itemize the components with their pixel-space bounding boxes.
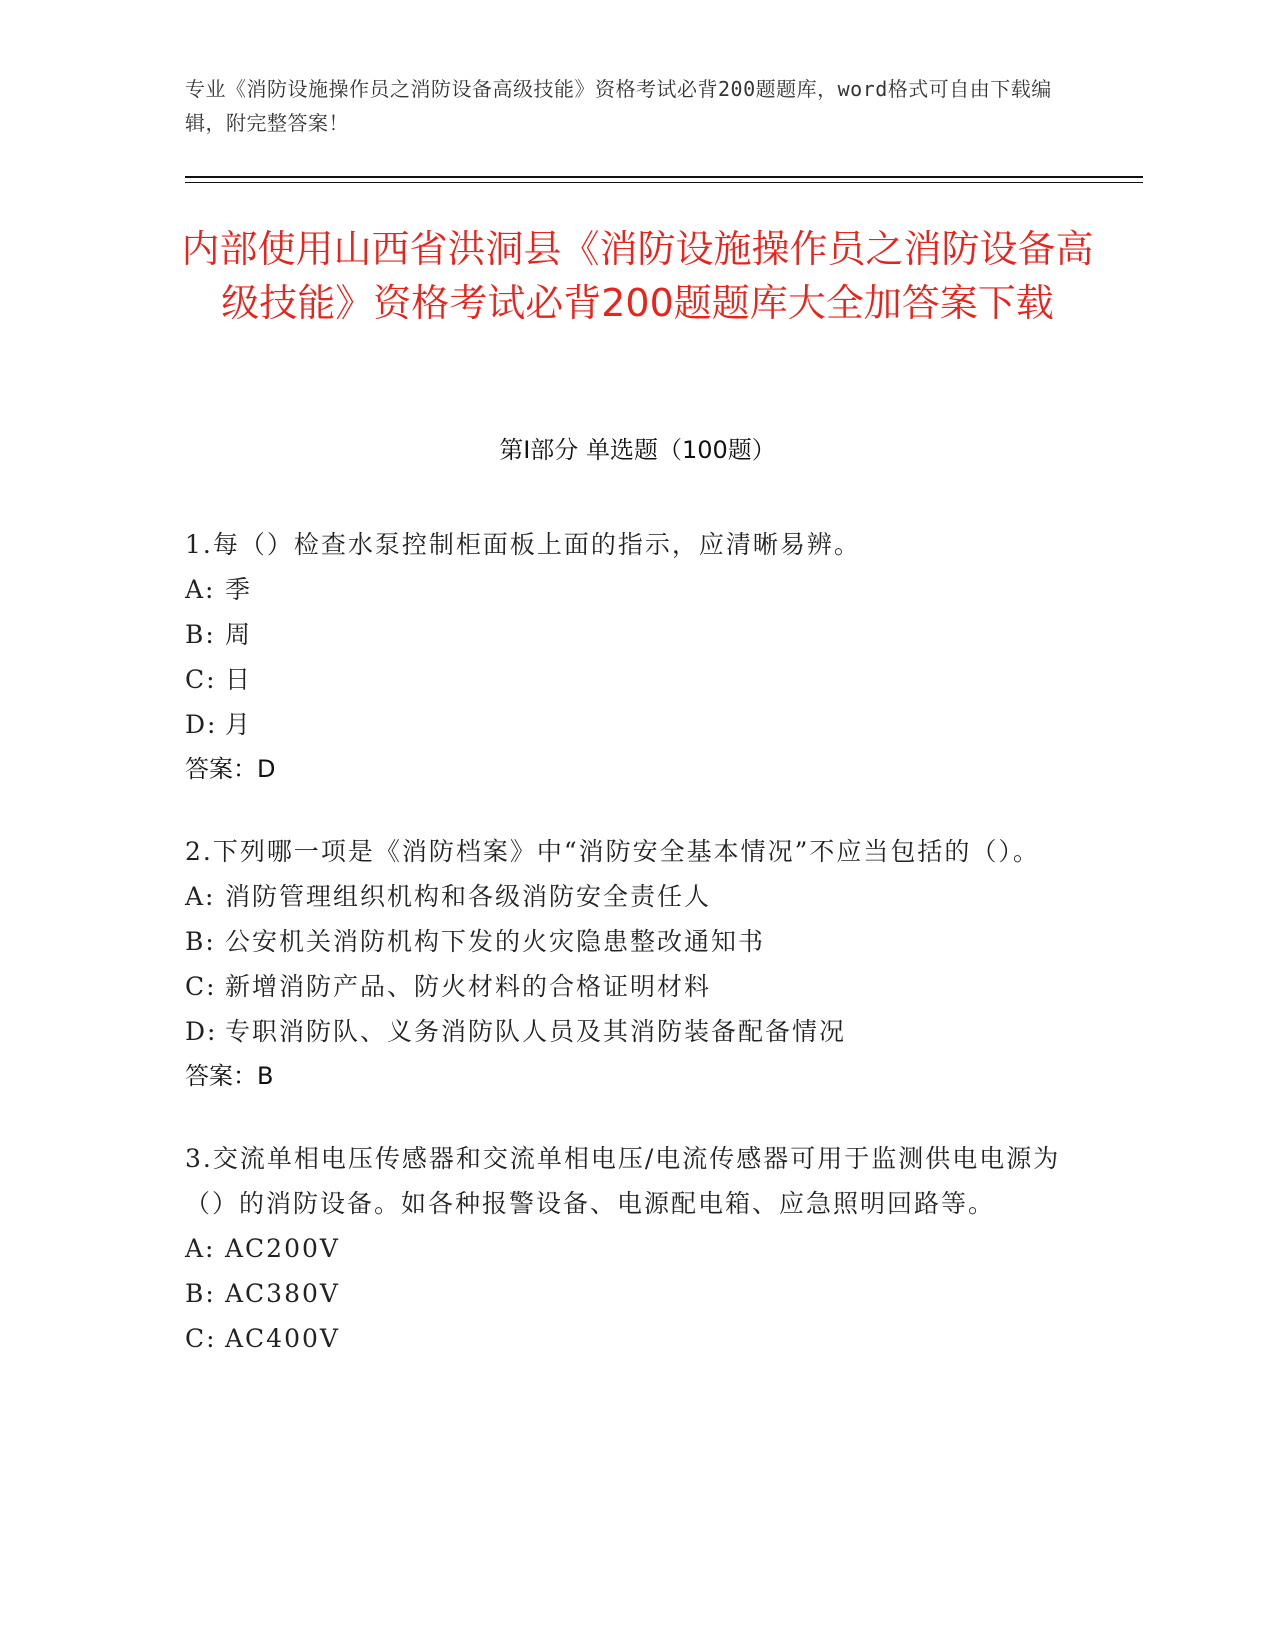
- question-number: 2.: [185, 837, 213, 866]
- option-letter: C:: [185, 665, 217, 694]
- answer-line: 答案：D: [185, 755, 276, 783]
- question-text: [185, 1136, 1065, 1226]
- header-rule-thick: [185, 176, 1143, 178]
- option-text: 专职消防队、义务消防队人员及其消防装备配备情况: [225, 1017, 847, 1046]
- option-c: [185, 964, 1065, 1009]
- question-stem: 每（）检查水泵控制柜面板上面的指示，应清晰易辨。: [212, 530, 861, 559]
- option-text: 周: [225, 620, 253, 649]
- option-c: [185, 657, 1065, 702]
- option-text: 新增消防产品、防火材料的合格证明材料: [225, 972, 712, 1001]
- option-text: 月: [225, 710, 253, 739]
- option-c: [185, 1316, 1065, 1361]
- option-letter: C:: [185, 1324, 217, 1353]
- question-list: [185, 522, 1065, 1398]
- option-text: 消防管理组织机构和各级消防安全责任人: [225, 882, 712, 911]
- option-a: [185, 874, 1065, 919]
- option-a: [185, 1226, 1065, 1271]
- option-letter: D:: [185, 1017, 218, 1046]
- option-letter: B:: [185, 927, 216, 956]
- question-stem: 交流单相电压传感器和交流单相电压/电流传感器可用于监测供电电源为（）的消防设备。如各种报警设备、电源配电箱、应急照明回路等。: [185, 1144, 1061, 1218]
- question-text: [185, 522, 1065, 567]
- question-1: [185, 522, 1065, 792]
- option-b: [185, 919, 1065, 964]
- option-letter: B:: [185, 1279, 216, 1308]
- header-note: 专业《消防设施操作员之消防设备高级技能》资格考试必背200题题库，word格式可自由下载编辑，附完整答案！: [185, 77, 1052, 135]
- question-text: [185, 829, 1065, 874]
- question-2: [185, 829, 1065, 1099]
- option-d: [185, 702, 1065, 747]
- option-text: 季: [225, 575, 253, 604]
- option-text: 日: [225, 665, 253, 694]
- document-title: 内部使用山西省洪洞县《消防设施操作员之消防设备高级技能》资格考试必背200题题库大全加答案下载: [181, 227, 1094, 325]
- question-number: 3.: [185, 1144, 213, 1173]
- option-text: 公安机关消防机构下发的火灾隐患整改通知书: [225, 927, 766, 956]
- option-a: [185, 567, 1065, 612]
- option-b: [185, 1271, 1065, 1316]
- answer-line: 答案：B: [185, 1062, 274, 1090]
- option-b: [185, 612, 1065, 657]
- question-stem: 下列哪一项是《消防档案》中“消防安全基本情况”不应当包括的（）。: [212, 837, 1040, 866]
- option-letter: A:: [185, 1234, 216, 1263]
- option-text: AC200V: [225, 1234, 340, 1263]
- option-letter: B:: [185, 620, 216, 649]
- question-number: 1.: [185, 530, 213, 559]
- option-text: AC400V: [225, 1324, 340, 1353]
- option-text: AC380V: [225, 1279, 340, 1308]
- option-d: [185, 1009, 1065, 1054]
- option-letter: A:: [185, 575, 216, 604]
- question-3: [185, 1136, 1065, 1361]
- option-letter: D:: [185, 710, 218, 739]
- option-letter: C:: [185, 972, 217, 1001]
- option-letter: A:: [185, 882, 216, 911]
- section-heading: 第I部分 单选题（100题）: [499, 436, 776, 464]
- header-rule-thin: [185, 182, 1143, 183]
